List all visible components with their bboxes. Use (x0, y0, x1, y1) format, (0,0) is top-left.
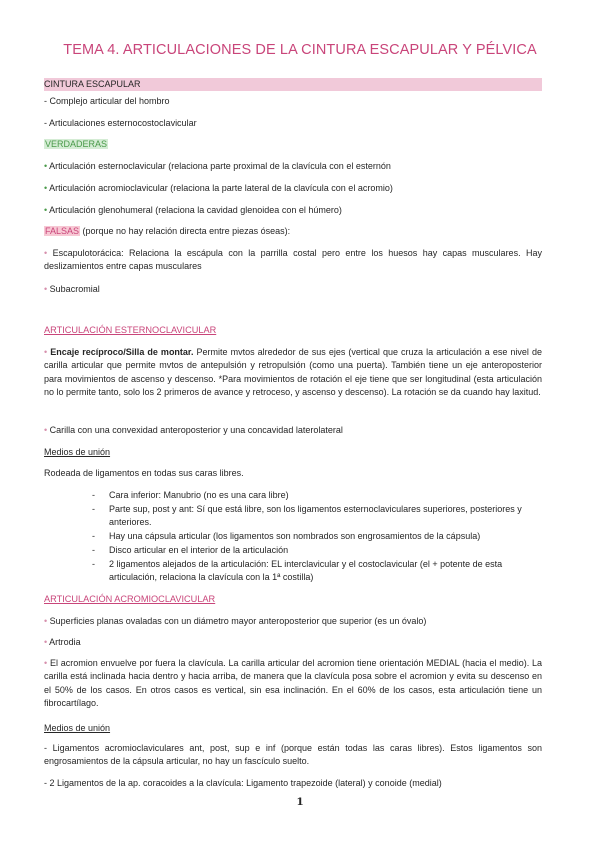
list-item: • Articulación acromioclavicular (relaciona la parte lateral de la clavícula con el acromio) (44, 183, 393, 193)
paragraph: - 2 Ligamentos de la ap. coracoides a la clavícula: Ligamento trapezoide (lateral) y conoide (medial) (44, 778, 442, 788)
paragraph: - Ligamentos acromioclaviculares ant, post, sup e inf (porque están todas las caras libres). Estos ligamentos son engrosamientos de la cápsula articular, no hay un fascículo suelto. (44, 743, 542, 767)
list-item: - Parte sup, post y ant: Sí que está libre, son los ligamentos esternoclaviculares superiores, posteriores y anteriores. (92, 504, 522, 527)
paragraph: Rodeada de ligamentos en todas sus caras libres. (44, 468, 244, 478)
verdaderas-label: VERDADERAS (45, 139, 108, 149)
bullet-icon: • (44, 205, 48, 215)
bullet-icon: • (44, 161, 48, 171)
section-heading-cintura: CINTURA ESCAPULAR (44, 79, 141, 89)
medios-heading: Medios de unión (44, 723, 111, 733)
paragraph: • Artrodia (44, 637, 81, 647)
bullet-icon: • (44, 658, 48, 668)
bullet-icon: • (44, 637, 48, 647)
page-title: TEMA 4. ARTICULACIONES DE LA CINTURA ESCAPULAR Y PÉLVICA (63, 42, 537, 58)
list-item: - Hay una cápsula articular (los ligamentos son nombrados son engrosamientos de la cápsula) (92, 531, 481, 541)
list-item: • Articulación esternoclavicular (relaciona parte proximal de la clavícula con el esternón (44, 161, 391, 171)
bullet-icon: • (44, 248, 48, 258)
list-item: • Articulación glenohumeral (relaciona la cavidad glenoidea con el húmero) (44, 205, 342, 215)
section-heading-esternoclavicular: ARTICULACIÓN ESTERNOCLAVICULAR (44, 325, 217, 335)
paragraph: • Carilla con una convexidad anteroposterior y una concavidad laterolateral (44, 425, 343, 435)
page-number: 1 (296, 796, 304, 808)
bullet-icon: • (44, 425, 48, 435)
list-item: • Subacromial (44, 284, 100, 294)
medios-heading: Medios de unión (44, 447, 111, 457)
paragraph: • Superficies planas ovaladas con un diámetro mayor anteroposterior que superior (es un óvalo) (44, 616, 427, 626)
list-item: - Complejo articular del hombro (44, 96, 170, 106)
list-item: - Cara inferior: Manubrio (no es una cara libre) (92, 490, 289, 500)
bullet-icon: • (44, 183, 48, 193)
list-item: - 2 ligamentos alejados de la articulación: EL interclavicular y el costoclavicular (el + potente de esta articulación, relaciona la clavícula con la 1ª costilla) (92, 559, 503, 582)
paragraph: • El acromion envuelve por fuera la clavícula. La carilla articular del acromion tiene orientación MEDIAL (hacia el medio). La carilla está inclinada hacia dentro y hacia arriba, de manera que la clavícula posa sobre el acromion y evita su descenso en el 50% de los casos. En otros casos es vertical, sin esa inclinación. En el 60% de los casos, esta articulación tiene un fibrocartílago. (44, 658, 542, 709)
falsas-label: FALSAS (porque no hay relación directa entre piezas óseas): (45, 226, 291, 236)
bullet-icon: • (44, 616, 48, 626)
paragraph: • Encaje recíproco/Silla de montar. Permite mvtos alrededor de sus ejes (vertical que cruza la articulación a ese nivel de carilla articular que permite mvtos de antepulsión y retropulsión (como una puerta). También tiene un eje anteroposterior para movimientos de ascenso y descenso. *Para movimientos de rotación el eje tiene que ser longitudinal (esta articulación no lo permite tanto, solo los 2 primeros de avance y retroceso, y ascenso y descenso). La rotación se da cuando hay laxitud. (44, 347, 542, 398)
list-item: - Disco articular en el interior de la articulación (92, 545, 289, 555)
section-heading-acromioclavicular: ARTICULACIÓN ACROMIOCLAVICULAR (44, 594, 216, 604)
bullet-icon: • (44, 347, 48, 357)
bullet-icon: • (44, 284, 48, 294)
list-item: - Articulaciones esternocostoclavicular (44, 118, 197, 128)
list-item: • Escapulotorácica: Relaciona la escápula con la parrilla costal pero entre los huesos hay capas musculares. Hay deslizamientos entre capas musculares (44, 248, 542, 271)
